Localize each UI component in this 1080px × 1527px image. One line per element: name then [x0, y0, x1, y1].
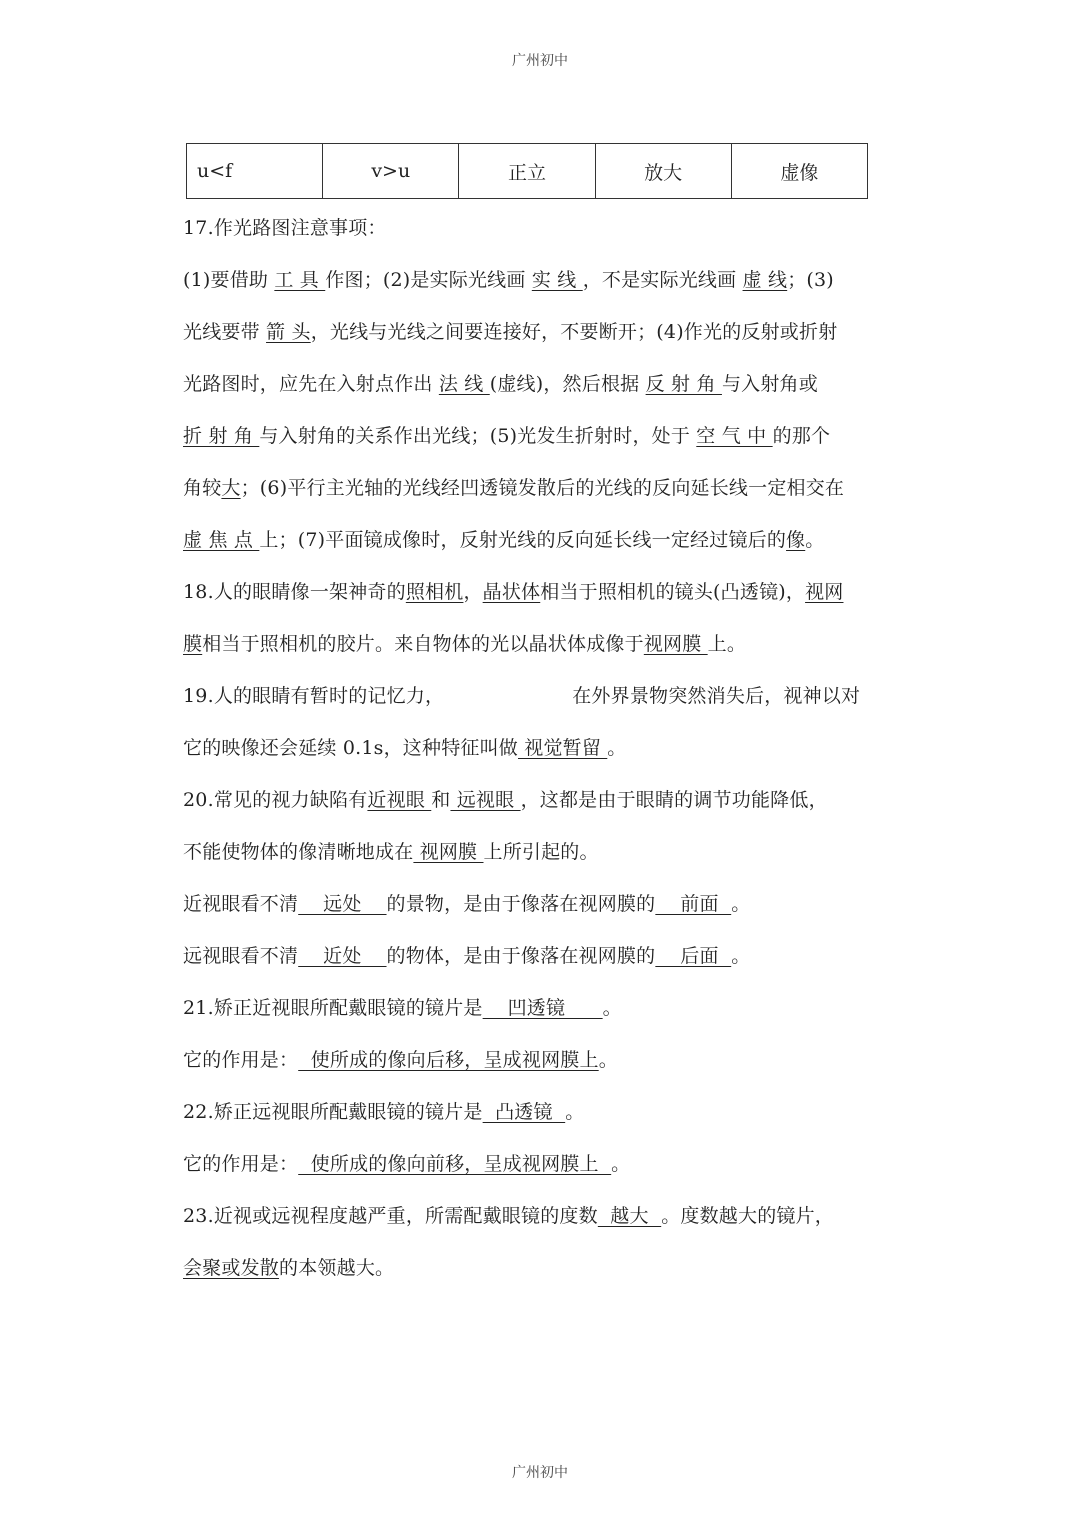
text: 和: [431, 789, 451, 811]
answer-blank: 虚 线: [742, 269, 788, 291]
answer-blank: 虚 焦 点: [183, 529, 260, 551]
text: 上；(7)平面镜成像时，反射光线的反向延长线一定经过镜后的: [259, 529, 787, 551]
text: ，不是实际光线画: [582, 269, 743, 291]
answer-blank: 箭 头: [266, 321, 311, 343]
text: ，光线与光线之间要连接好，不要断开；(4)作光的反射或折射: [310, 321, 838, 343]
q20-line-4: [183, 943, 750, 969]
q17-title: 17.作光路图注意事项：: [183, 217, 387, 239]
text: 上所引起的。: [483, 841, 599, 863]
text: 18.人的眼睛像一架神奇的: [183, 581, 406, 603]
q20-line-3: [183, 891, 750, 917]
q22-line-2: [183, 1151, 630, 1177]
q18-line-2: [183, 631, 746, 657]
text: (虚线)，然后根据: [489, 373, 646, 395]
text: 的物体，是由于像落在视网膜的: [386, 945, 656, 967]
page-header: 广州初中: [512, 53, 568, 69]
answer-blank: 晶状体: [482, 581, 541, 603]
answer-blank: 后面: [655, 945, 732, 967]
text: 它的作用是：: [183, 1049, 299, 1071]
text: ，: [463, 581, 483, 603]
table-cell: 虚像: [731, 144, 867, 199]
answer-blank: 空 气 中: [696, 425, 773, 447]
table-row: [187, 144, 868, 199]
text: 23.近视或远视程度越严重，所需配戴眼镜的度数: [183, 1205, 598, 1227]
text: 与入射角或: [721, 373, 818, 395]
q21-line-2: [183, 1047, 618, 1073]
text: 远视眼看不清: [183, 945, 299, 967]
table-cell: u<f: [187, 144, 323, 199]
answer-blank: 视觉暂留: [518, 737, 608, 759]
answer-blank: 远视眼: [450, 789, 521, 811]
text: 相当于照相机的镜头(凸透镜)，: [540, 581, 806, 603]
text: 。: [607, 737, 627, 759]
answer-blank: 照相机: [405, 581, 464, 603]
text: 20.常见的视力缺陷有: [183, 789, 368, 811]
text: ，这都是由于眼睛的调节功能降低，: [520, 789, 828, 811]
text: 。: [731, 893, 751, 915]
text: 上。: [707, 633, 747, 655]
q17-line-6: [183, 527, 824, 553]
text: 21.矫正近视眼所配戴眼镜的镜片是: [183, 997, 483, 1019]
answer-blank: 反 射 角: [645, 373, 722, 395]
text: 光线要带: [183, 321, 267, 343]
text: 与入射角的关系作出光线；(5)光发生折射时，处于: [259, 425, 697, 447]
answer-blank: 视网膜: [413, 841, 484, 863]
q17-line-4: [183, 423, 830, 449]
q17-line-1: [183, 267, 834, 293]
text: 它的映像还会延续 0.1s，这种特征叫做: [183, 737, 519, 759]
q17-line-2: [183, 319, 837, 345]
q21-line-1: [183, 995, 622, 1021]
text: 。度数越大的镜片，: [661, 1205, 834, 1227]
q19-line-1: [183, 683, 860, 709]
answer-blank: 工 具: [274, 269, 326, 291]
text: 角较: [183, 477, 222, 499]
text: 。: [731, 945, 751, 967]
answer-blank: 膜: [183, 633, 203, 655]
answer-blank: 实 线: [531, 269, 583, 291]
answer-blank: 远处: [298, 893, 387, 915]
answer-blank: 近视眼: [367, 789, 432, 811]
answer-blank: 法 线: [438, 373, 490, 395]
text: 。: [598, 1049, 618, 1071]
text: 19.人的眼睛有暂时的记忆力，: [183, 685, 445, 707]
answer-blank: 近处: [298, 945, 387, 967]
text: 。: [805, 529, 825, 551]
text: 作图；(2)是实际光线画: [325, 269, 532, 291]
text: 。: [602, 997, 622, 1019]
answer-blank: 视网膜: [643, 633, 708, 655]
text: 22.矫正远视眼所配戴眼镜的镜片是: [183, 1101, 483, 1123]
text: 的景物，是由于像落在视网膜的: [386, 893, 656, 915]
text: (1)要借助: [183, 269, 275, 291]
q20-line-1: [183, 787, 828, 813]
text: ；(3): [787, 269, 834, 291]
q19-line-2: [183, 735, 627, 761]
text: 的本领越大。: [279, 1257, 395, 1279]
answer-blank: 凸透镜: [482, 1101, 566, 1123]
answer-blank: 会聚或发散: [183, 1257, 280, 1279]
answer-blank: 像: [786, 529, 806, 551]
table-cell: 放大: [595, 144, 731, 199]
q23-line-2: [183, 1255, 394, 1281]
answer-blank: 越大: [597, 1205, 662, 1227]
q22-line-1: [183, 1099, 584, 1125]
answer-blank: 折 射 角: [183, 425, 260, 447]
answer-blank: 使所成的像向前移，呈成视网膜上: [298, 1153, 612, 1175]
text: 的那个: [772, 425, 831, 447]
table-cell: v>u: [323, 144, 459, 199]
q17-line-3: [183, 371, 818, 397]
page-footer: 广州初中: [512, 1465, 568, 1481]
text: 在外界景物突然消失后，视神以对: [572, 685, 861, 707]
answer-blank: 使所成的像向后移，呈成视网膜上: [298, 1049, 599, 1071]
q17-line-5: [183, 475, 844, 501]
text: 近视眼看不清: [183, 893, 299, 915]
answer-blank: 大: [221, 477, 241, 499]
text: 它的作用是：: [183, 1153, 299, 1175]
text: 。: [611, 1153, 631, 1175]
q23-line-1: [183, 1203, 834, 1229]
answer-blank: 凹透镜: [482, 997, 603, 1019]
text: 不能使物体的像清晰地成在: [183, 841, 414, 863]
q18-line-1: [183, 579, 843, 605]
text: 相当于照相机的胶片。来自物体的光以晶状体成像于: [202, 633, 644, 655]
table-cell: 正立: [459, 144, 595, 199]
answer-blank: 视网: [805, 581, 844, 603]
text: 。: [565, 1101, 585, 1123]
answer-blank: 前面: [655, 893, 732, 915]
text: 光路图时，应先在入射点作出: [183, 373, 439, 395]
text: ；(6)平行主光轴的光线经凹透镜发散后的光线的反向延长线一定相交在: [240, 477, 845, 499]
imaging-table: [186, 143, 868, 199]
q20-line-2: [183, 839, 599, 865]
